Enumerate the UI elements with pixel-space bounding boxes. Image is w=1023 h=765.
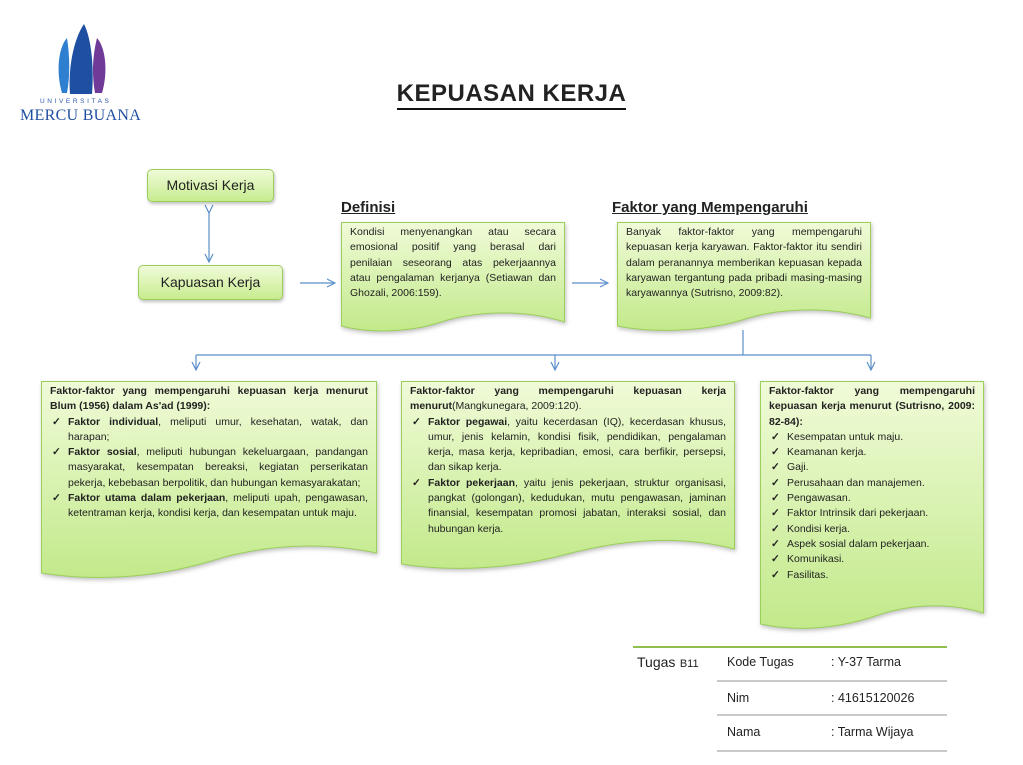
logo-top-text: UNIVERSITAS [40, 98, 112, 105]
faktor-box [617, 222, 871, 334]
list-item: ✓ Aspek sosial dalam pekerjaan. [769, 537, 975, 552]
list-item: ✓ Faktor individual, meliputi umur, kesehatan, watak, dan harapan; [50, 415, 368, 446]
page-title: KEPUASAN KERJA [0, 80, 1023, 108]
list-item: ✓ Faktor sosial, meliputi hubungan kekeluargaan, pandangan masyarakat, kesempatan bereaksi, kegiatan perserikatan pekerja, kebebasan berpolitik, dan hubungan kemasyarakatan; [50, 445, 368, 491]
list-item: ✓ Gaji. [769, 460, 975, 475]
definisi-heading: Definisi [341, 199, 396, 216]
definisi-text: Kondisi menyenangkan atau secara emosional positif yang berasal dari penilaian seseorang atas pekerjaannya atau pengalaman kerjanya (Setiawan dan Ghozali, 2006:159). [350, 226, 556, 300]
list-item: ✓ Kesempatan untuk maju. [769, 430, 975, 445]
mangkunegara-box [401, 381, 735, 571]
logo-main-text: MERCU BUANA [20, 107, 142, 124]
list-item: ✓ Perusahaan dan manajemen. [769, 476, 975, 491]
table-row: Kode Tugas : Y-37 Tarma [727, 655, 901, 669]
blum-box [41, 381, 377, 581]
mangkunegara-title: Faktor-faktor yang mempengaruhi kepuasan kerja menurut(Mangkunegara, 2009:120). [410, 385, 726, 413]
list-item: ✓ Komunikasi. [769, 552, 975, 567]
sutrisno-box [760, 381, 984, 631]
list-item: ✓ Faktor pegawai, yaitu kecerdasan (IQ), kecerdasan khusus, umur, jenis kelamin, kondisi fisik, pendidikan, pengalaman kerja, masa kerja, kepribadian, emosi, cara berfikir, persepsi, dan sikap kerja. [410, 415, 726, 476]
tugas-label: Tugas B11 [637, 654, 699, 670]
list-item: ✓ Faktor utama dalam pekerjaan, meliputi upah, pengawasan, ketentraman kerja, kondisi kerja, dan kesempatan untuk maju. [50, 491, 368, 522]
definisi-box [341, 222, 565, 334]
table-row: Nim : 41615120026 [717, 680, 947, 716]
list-item: ✓ Pengawasan. [769, 491, 975, 506]
blum-title: Faktor-faktor yang mempengaruhi kepuasan kerja menurut Blum (1956) dalam As'ad (1999): [50, 385, 368, 413]
kepuasan-kerja-node: Kapuasan Kerja [138, 265, 283, 300]
motivasi-kerja-node: Motivasi Kerja [147, 169, 274, 202]
list-item: ✓ Fasilitas. [769, 568, 975, 583]
list-item: ✓ Faktor pekerjaan, yaitu jenis pekerjaan, struktur organisasi, pangkat (golongan), kedudukan, mutu pengawasan, jaminan finansial, kesempatan promosi jabatan, interaksi sosial, dan hubungan kerja. [410, 476, 726, 537]
table-row: Nama : Tarma Wijaya [717, 714, 947, 752]
sutrisno-title: Faktor-faktor yang mempengaruhi kepuasan kerja menurut (Sutrisno, 2009: 82-84): [769, 385, 975, 428]
faktor-text: Banyak faktor-faktor yang mempengaruhi kepuasan kerja karyawan. Faktor-faktor itu sendiri dalam peranannya memberikan kepuasan kepada karyawan tergantung pada pribadi masing-masing karyawannya (Sutrisno, 2009:82). [626, 226, 862, 300]
list-item: ✓ Keamanan kerja. [769, 445, 975, 460]
faktor-heading: Faktor yang Mempengaruhi [612, 199, 808, 216]
list-item: ✓ Kondisi kerja. [769, 522, 975, 537]
list-item: ✓ Faktor Intrinsik dari pekerjaan. [769, 506, 975, 521]
